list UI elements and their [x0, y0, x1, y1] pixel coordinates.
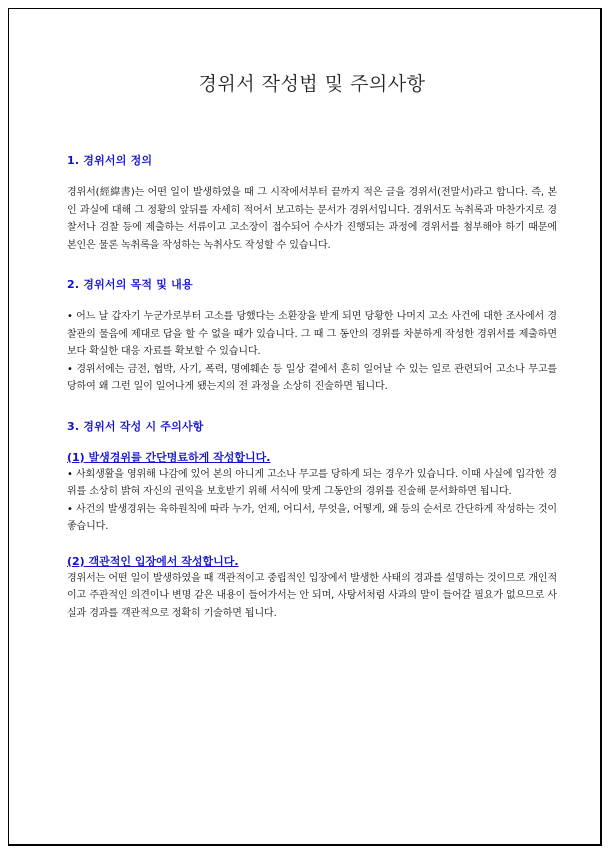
subsection-1-bullet-2: • 사건의 발생경위는 육하원칙에 따라 누가, 언제, 어디서, 무엇을, 어떻게, 왜 등의 순서로 간단하게 작성하는 것이 좋습니다.: [67, 503, 557, 532]
section-2-bullet-2: • 경위서에는 금전, 협박, 사기, 폭력, 명예훼손 등 일상 곁에서 흔히 일어날 수 있는 일로 관련되어 고소나 무고를 당하여 왜 그런 일이 일어나게 됐는지의 전 과정을 소상히 진술하면 됩니다.: [67, 363, 557, 392]
section-3-heading: 3. 경위서 작성 시 주의사항: [67, 419, 204, 433]
section-2-bullet-1: • 어느 날 갑자기 누군가로부터 고소를 당했다는 소환장을 받게 되면 당황한 나머지 고소 사건에 대한 조사에서 경찰관의 물음에 제대로 답을 할 수 없을 때가 있습니다. 그 때 그 동안의 경위를 차분하게 작성한 경위서를 제출하면 보다 확실한 대응 자료를 확보할 수 있습니다.: [67, 311, 557, 357]
document-page: [8, 8, 602, 846]
subsection-2-body: 경위서는 어떤 일이 발생하였을 때 객관적이고 중립적인 입장에서 발생한 사태의 경과를 설명하는 것이므로 개인적이고 주관적인 의견이나 변명 같은 내용이 들어가서는 안 되며, 사탕서처럼 사과의 말이 들어갈 필요가 없으므로 사실과 경과를 객관적으로 정확히 기술하면 됩니다.: [67, 572, 557, 619]
section-1-heading: 1. 경위서의 정의: [67, 154, 153, 167]
section-2-heading: 2. 경위서의 목적 및 내용: [67, 278, 193, 291]
subsection-1-heading: (1) 발생경위를 간단명료하게 작성합니다.: [67, 450, 271, 464]
document-content: [67, 69, 557, 622]
subsection-2-heading: (2) 객관적인 입장에서 작성합니다.: [67, 554, 239, 568]
section-1-body: 경위서(經緯書)는 어떤 일이 발생하였을 때 그 시작에서부터 끝까지 적은 글을 경위서(전말서)라고 합니다. 즉, 본인 과실에 대해 그 정황의 앞뒤를 자세히 적어서 보고하는 문서가 경위서입니다. 경위서도 녹취록과 마찬가지로 경찰서나 검찰 등에 제출하는 서류이고 고소장이 접수되어 수사가 진행되는 과정에 경위서를 첨부해야 하기 때문에 본인은 물론 녹취록을 작성하는 녹취사도 작성할 수 있습니다.: [67, 187, 557, 251]
subsection-1-bullet-1: • 사회생활을 영위해 나감에 있어 본의 아니게 고소나 무고를 당하게 되는 경우가 있습니다. 이때 사실에 입각한 경위를 소상히 밝혀 자신의 권익을 보호받기 위해 서식에 맞게 그동안의 경위를 진술해 문서화하면 됩니다.: [67, 468, 557, 497]
document-title: 경위서 작성법 및 주의사항: [198, 73, 426, 95]
